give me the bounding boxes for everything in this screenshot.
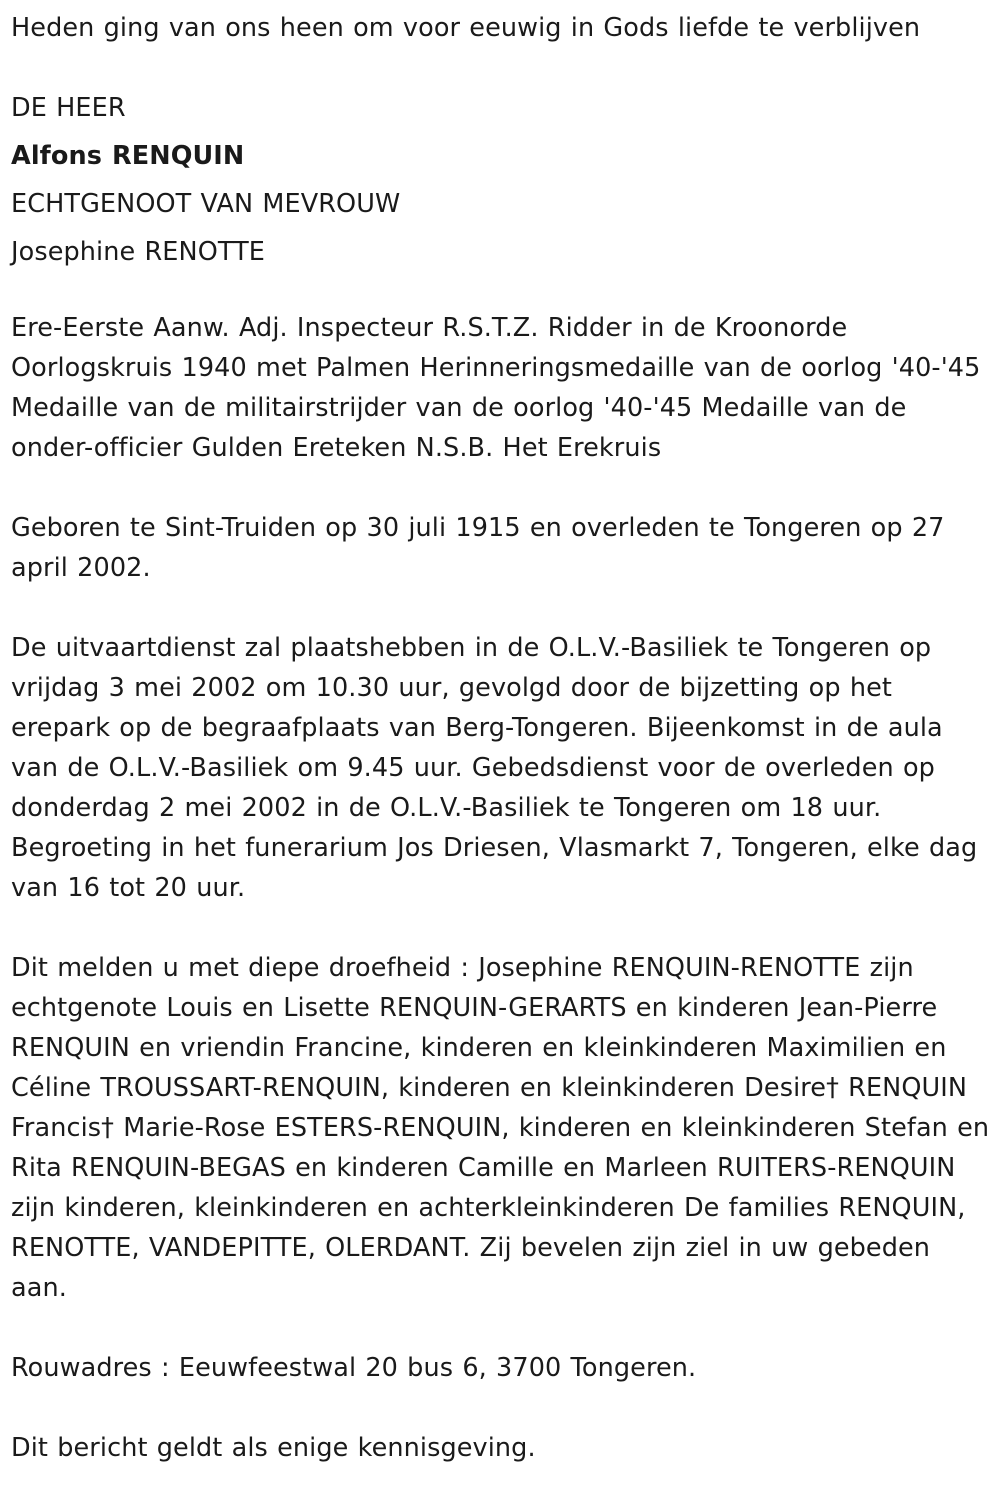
spacer [11,1388,991,1428]
closing-paragraph: Dit bericht geldt als enige kennisgeving. [11,1433,536,1463]
birth-death-paragraph: Geboren te Sint-Truiden op 30 juli 1915 en overleden te Tongeren op 27 april 2002. [11,513,945,583]
spacer [11,52,991,84]
spacer [11,588,991,628]
honors-paragraph: Ere-Eerste Aanw. Adj. Inspecteur R.S.T.Z. Ridder in de Kroonorde Oorlogskruis 1940 met Palmen Herinneringsmedaille van de oorlog '40-'45 Medaille van de militairstrijder van de oorlog '40-'45 Medaille van de onder-officier Gulden Ereteken N.S.B. Het Erekruis [11,313,981,463]
spacer [11,908,991,948]
spouse-name: Josephine RENOTTE [11,237,265,267]
family-paragraph: Dit melden u met diepe droefheid : Josephine RENQUIN-RENOTTE zijn echtgenote Louis en Lisette RENQUIN-GERARTS en kinderen Jean-Pierre RENQUIN en vriendin Francine, kinderen en kleinkinderen Maximilien en Céline TROUSSART-RENQUIN, kinderen en kleinkinderen Desire† RENQUIN Francis† Marie-Rose ESTERS-RENQUIN, kinderen en kleinkinderen Stefan en Rita RENQUIN-BEGAS en kinderen Camille en Marleen RUITERS-RENQUIN zijn kinderen, kleinkinderen en achterkleinkinderen De families RENQUIN, RENOTTE, VANDEPITTE, OLERDANT. Zij bevelen zijn ziel in uw gebeden aan. [11,953,990,1303]
deceased-name: Alfons RENQUIN [11,141,245,171]
spacer [11,276,991,308]
spacer [11,1308,991,1348]
intro-text: Heden ging van ons heen om voor eeuwig in Gods liefde te verblijven [11,13,921,43]
title-prefix: DE HEER [11,93,126,123]
spouse-label: ECHTGENOOT VAN MEVROUW [11,189,401,219]
death-notice [11,4,991,1468]
funeral-paragraph: De uitvaartdienst zal plaatshebben in de O.L.V.-Basiliek te Tongeren op vrijdag 3 mei 2002 om 10.30 uur, gevolgd door de bijzetting op het erepark op de begraafplaats van Berg-Tongeren. Bijeenkomst in de aula van de O.L.V.-Basiliek om 9.45 uur. Gebedsdienst voor de overleden op donderdag 2 mei 2002 in de O.L.V.-Basiliek te Tongeren om 18 uur. Begroeting in het funerarium Jos Driesen, Vlasmarkt 7, Tongeren, elke dag van 16 tot 20 uur. [11,633,978,903]
address-paragraph: Rouwadres : Eeuwfeestwal 20 bus 6, 3700 Tongeren. [11,1353,697,1383]
spacer [11,468,991,508]
